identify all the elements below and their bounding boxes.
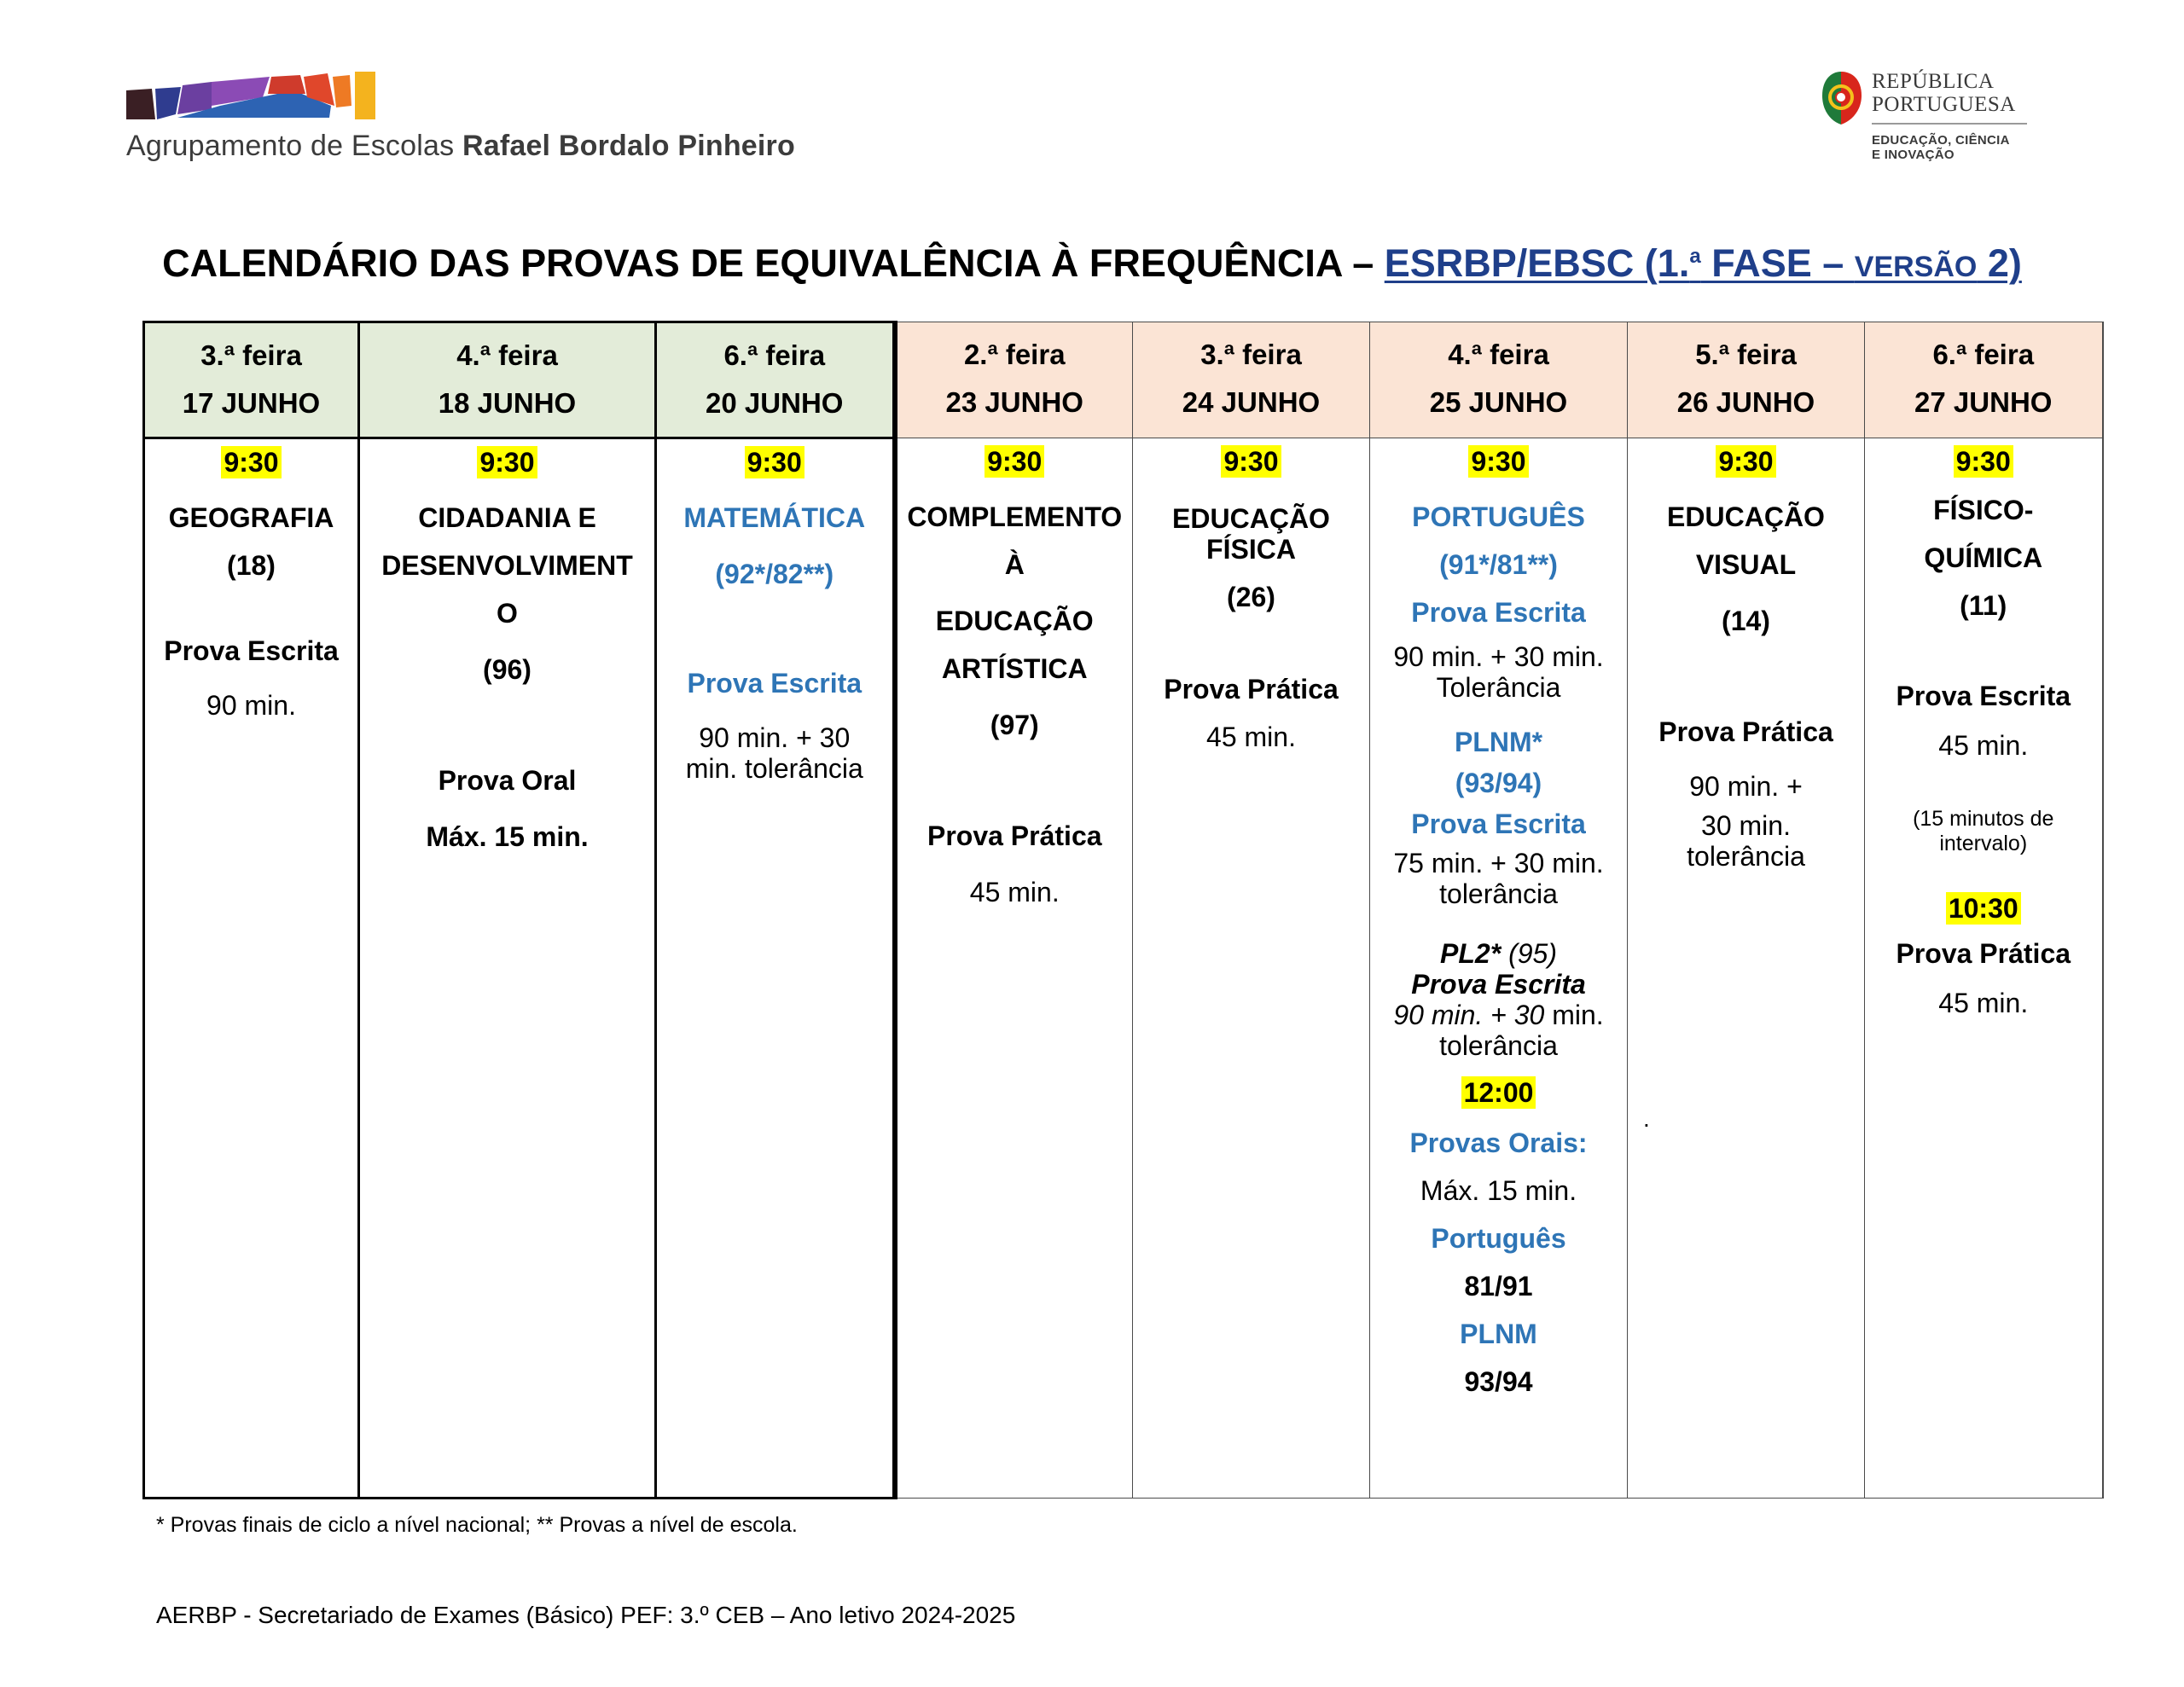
portuguese-flag-emblem-icon [1817,67,1865,128]
start-time: 9:30 [985,445,1044,478]
page-footer: AERBP - Secretariado de Exames (Básico) PEF: 3.º CEB – Ano letivo 2024-2025 [156,1602,1016,1628]
subject: À [1004,549,1025,580]
start-time: 9:30 [477,446,537,478]
duration: 90 min. + 30 [699,722,851,753]
start-time: 10:30 [1946,892,2021,925]
duration: Máx. 15 min. [1420,1175,1577,1206]
subject: ARTÍSTICA [941,653,1088,684]
day-header: 6.ª feira 27 JUNHO [1865,322,2103,438]
interval-note: (15 minutos de [1913,807,2054,831]
government-logo [1817,63,2039,174]
school-name: Agrupamento de Escolas Rafael Bordalo Pinheiro [126,130,795,162]
exam-type: Prova Oral [438,765,577,796]
exam-code: (11) [1960,590,2007,621]
duration: 75 min. + 30 min. [1393,848,1604,878]
exam-type: Prova Escrita [1411,809,1586,839]
exam-type: Prova Prática [1658,716,1833,747]
exam-calendar-table [142,321,2104,1499]
duration: 30 min. [1701,810,1791,841]
table-header-row [144,322,2103,438]
duration: 45 min. [1938,988,2029,1018]
duration: 90 min. + 30 min. [1393,1000,1604,1030]
exam-code: (14) [1722,606,1770,636]
subject: O [497,598,518,629]
duration: 90 min. [206,690,296,721]
duration: tolerância [1439,878,1558,909]
exam-cell [1865,438,2103,1499]
duration: 45 min. [969,877,1060,907]
day-header: 5.ª feira 26 JUNHO [1628,322,1865,438]
school-logo [126,72,809,165]
exam-code: 81/91 [1464,1271,1533,1301]
subject: PLNM* [1454,727,1543,757]
exam-type: Prova Prática [926,820,1102,851]
duration: 90 min. + [1689,771,1803,802]
exam-type: Prova Prática [1164,674,1339,704]
interval-note: intervalo) [1939,832,2028,855]
oral-exams-heading: Provas Orais: [1409,1128,1588,1158]
day-header: 4.ª feira 18 JUNHO [359,322,656,438]
subject: FÍSICA [1206,534,1296,565]
government-title: REPÚBLICA PORTUGUESA [1872,70,2016,116]
table-body-row [144,438,2103,1499]
exam-type: Prova Prática [1896,938,2071,969]
duration: tolerância [1687,841,1805,872]
start-time: 9:30 [745,446,804,478]
day-header: 3.ª feira 24 JUNHO [1133,322,1370,438]
subject: Português [1431,1223,1566,1254]
start-time: 9:30 [1716,445,1775,478]
subject: EDUCAÇÃO [1667,501,1825,532]
document-title: CALENDÁRIO DAS PROVAS DE EQUIVALÊNCIA À FREQUÊNCIA – ESRBP/EBSC (1.$^a$ FASE – VERSÃO 2) [162,241,2022,285]
exam-cell [1370,438,1628,1499]
exam-type: Prova Escrita [164,635,339,666]
phase-code: ESRBP/EBSC (1.$^a$ FASE – VERSÃO 2) [1384,241,2022,285]
exam-code: (92*/82**) [715,559,834,589]
exam-cell [1628,438,1865,1499]
exam-code: (96) [483,654,531,685]
exam-code: 93/94 [1464,1366,1533,1397]
subject: FÍSICO- [1933,495,2034,525]
exam-code: (97) [990,710,1039,740]
exam-type: Prova Escrita [687,668,863,699]
duration: 45 min. [1938,730,2029,761]
subject: CIDADANIA E [418,502,596,533]
exam-cell [144,438,359,1499]
subject: QUÍMICA [1924,542,2043,573]
day-header: 3.ª feira 17 JUNHO [144,322,359,438]
start-time: 9:30 [1221,445,1281,478]
divider [1872,123,2027,125]
exam-type: Prova Escrita [1896,681,2071,711]
start-time: 9:30 [221,446,281,478]
school-logo-icon [126,72,408,125]
start-time: 9:30 [1468,445,1528,478]
stray-mark: . [1643,1105,1650,1132]
subject: PL2* (95) [1440,938,1557,969]
subject: DESENVOLVIMENT [381,550,633,581]
exam-cell [1133,438,1370,1499]
start-time: 12:00 [1461,1076,1536,1109]
subject: PORTUGUÊS [1412,501,1585,532]
exam-code: (18) [227,550,276,581]
subject: VISUAL [1695,549,1797,580]
day-header: 2.ª feira 23 JUNHO [895,322,1133,438]
exam-cell [895,438,1133,1499]
footnote: * Provas finais de ciclo a nível nacional; ** Provas a nível de escola. [156,1513,798,1537]
subject: EDUCAÇÃO [935,606,1094,636]
duration: 90 min. + 30 min. [1393,641,1604,672]
subject: PLNM [1460,1319,1537,1349]
duration: Tolerância [1436,672,1561,703]
duration: min. tolerância [685,753,863,784]
duration: 45 min. [1206,722,1296,752]
subject: EDUCAÇÃO [1172,503,1330,534]
duration: tolerância [1439,1030,1558,1061]
exam-cell [656,438,895,1499]
start-time: 9:30 [1954,445,2013,478]
exam-type: Prova Escrita [1411,597,1586,628]
subject: MATEMÁTICA [683,502,866,533]
subject: COMPLEMENTO [907,501,1123,532]
ministry-name: EDUCAÇÃO, CIÊNCIA E INOVAÇÃO [1872,133,2010,162]
subject: GEOGRAFIA [168,502,334,533]
exam-type: Prova Escrita [1411,969,1586,1000]
exam-code: (91*/81**) [1439,549,1558,580]
duration: Máx. 15 min. [426,821,589,852]
day-header: 4.ª feira 25 JUNHO [1370,322,1628,438]
exam-code: (26) [1227,582,1275,612]
exam-cell [359,438,656,1499]
day-header: 6.ª feira 20 JUNHO [656,322,895,438]
exam-code: (93/94) [1455,768,1542,798]
